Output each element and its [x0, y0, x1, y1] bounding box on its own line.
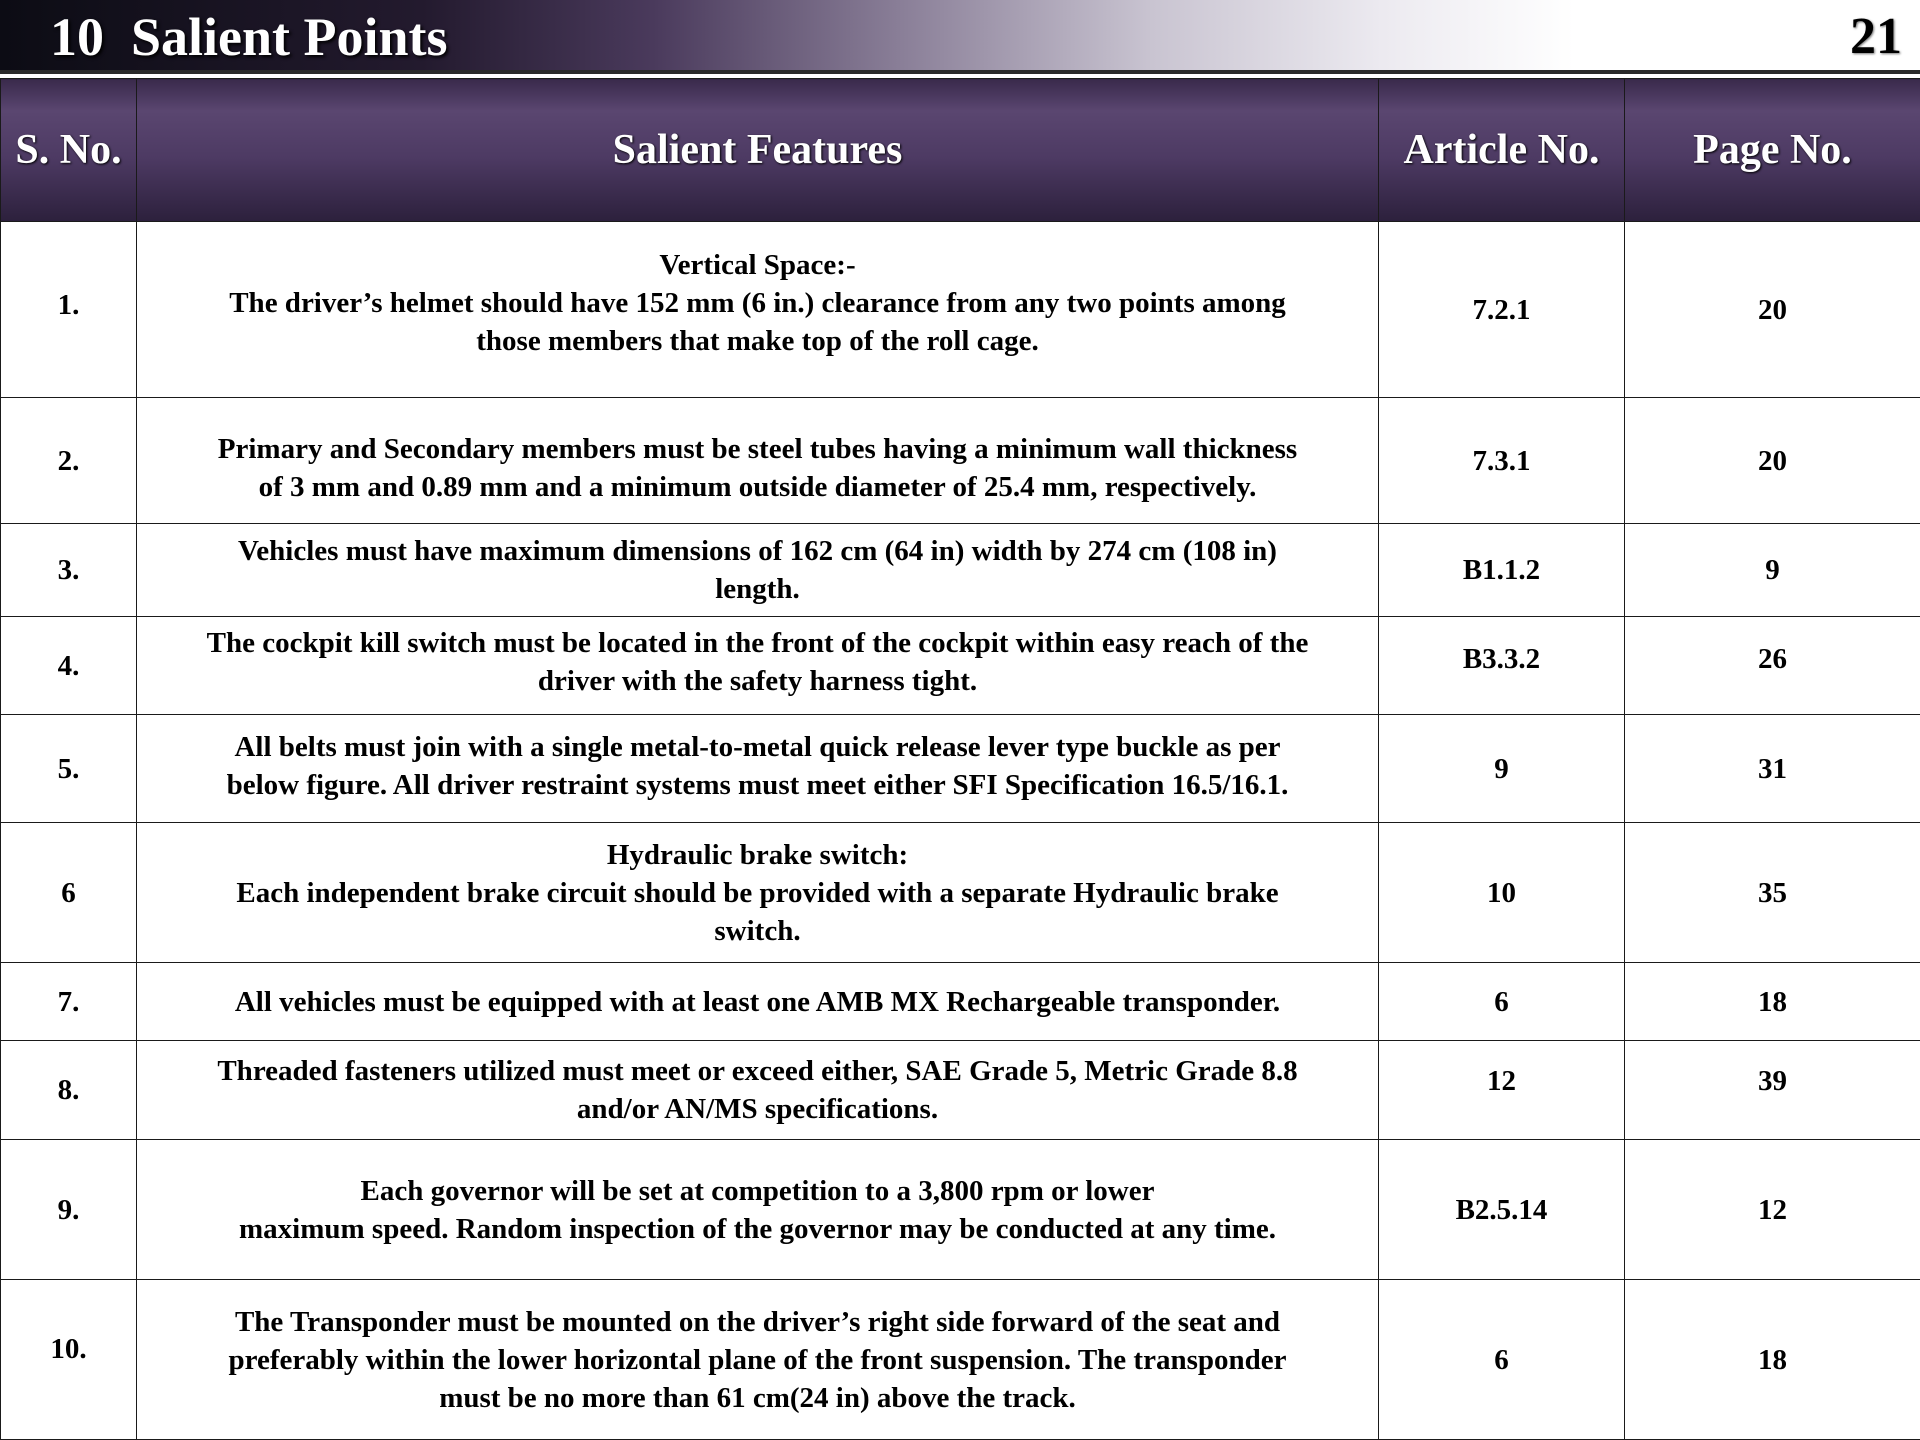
cell-sno: 4.	[1, 617, 137, 715]
cell-sno: 10.	[1, 1280, 137, 1440]
feature-line: Primary and Secondary members must be steel tubes having a minimum wall thickness	[217, 432, 1298, 465]
cell-article: 6	[1379, 1280, 1625, 1440]
column-header-page: Page No.	[1625, 79, 1920, 222]
feature-line: must be no more than 61 cm(24 in) above the track.	[439, 1381, 1076, 1414]
column-header-features: Salient Features	[137, 79, 1379, 222]
cell-sno: 7.	[1, 963, 137, 1041]
cell-sno: 1.	[1, 222, 137, 398]
slide-title: 10 Salient Points	[50, 7, 448, 67]
feature-line: and/or AN/MS specifications.	[576, 1093, 939, 1125]
table-row	[1, 1041, 1920, 1140]
cell-article: B2.5.14	[1379, 1140, 1625, 1280]
table-header-row	[1, 79, 1920, 222]
cell-sno: 3.	[1, 524, 137, 617]
cell-page: 18	[1625, 1280, 1920, 1440]
cell-article: B3.3.2	[1379, 617, 1625, 715]
feature-line: length.	[715, 573, 800, 605]
feature-line: Threaded fasteners utilized must meet or exceed either, SAE Grade 5, Metric Grade 8.8	[217, 1055, 1298, 1087]
feature-line: Each independent brake circuit should be provided with a separate Hydraulic brake	[236, 876, 1279, 909]
feature-line: maximum speed. Random inspection of the governor may be conducted at any time.	[239, 1212, 1276, 1245]
cell-feature	[137, 963, 1379, 1041]
table-row	[1, 963, 1920, 1041]
cell-feature	[137, 617, 1379, 715]
feature-line: of 3 mm and 0.89 mm and a minimum outside diameter of 25.4 mm, respectively.	[258, 470, 1257, 503]
cell-article: 12	[1379, 1041, 1625, 1140]
cell-feature	[137, 715, 1379, 823]
feature-line: switch.	[714, 914, 801, 947]
cell-article: 7.2.1	[1379, 222, 1625, 398]
title-bar	[0, 0, 1920, 74]
feature-line: driver with the safety harness tight.	[537, 664, 978, 697]
cell-page: 20	[1625, 398, 1920, 524]
table-row	[1, 1140, 1920, 1280]
feature-line: All vehicles must be equipped with at least one AMB MX Rechargeable transponder.	[234, 985, 1281, 1018]
table-row	[1, 1280, 1920, 1440]
cell-feature	[137, 222, 1379, 398]
cell-page: 18	[1625, 963, 1920, 1041]
table-row	[1, 617, 1920, 715]
cell-page: 26	[1625, 617, 1920, 715]
cell-feature	[137, 524, 1379, 617]
feature-line: The cockpit kill switch must be located in the front of the cockpit within easy reach of the	[206, 626, 1309, 659]
cell-feature	[137, 1280, 1379, 1440]
cell-feature	[137, 1041, 1379, 1140]
cell-page: 39	[1625, 1041, 1920, 1140]
column-header-article: Article No.	[1379, 79, 1625, 222]
cell-feature	[137, 1140, 1379, 1280]
page-number: 21	[1850, 8, 1902, 65]
feature-line: Vehicles must have maximum dimensions of 162 cm (64 in) width by 274 cm (108 in)	[238, 535, 1277, 567]
cell-sno: 2.	[1, 398, 137, 524]
cell-page: 9	[1625, 524, 1920, 617]
cell-page: 20	[1625, 222, 1920, 398]
cell-sno: 6	[1, 823, 137, 963]
cell-feature	[137, 398, 1379, 524]
column-header-sno: S. No.	[1, 79, 137, 222]
feature-line: Hydraulic brake switch:	[606, 838, 909, 871]
table-header	[1, 79, 1920, 222]
table-row	[1, 715, 1920, 823]
salient-points-table	[0, 78, 1920, 1440]
table-row	[1, 524, 1920, 617]
table-row	[1, 222, 1920, 398]
cell-page: 12	[1625, 1140, 1920, 1280]
table-row	[1, 398, 1920, 524]
cell-page: 35	[1625, 823, 1920, 963]
feature-line: preferably within the lower horizontal plane of the front suspension. The transponder	[228, 1343, 1287, 1376]
feature-line: All belts must join with a single metal-to-metal quick release lever type buckle as per	[234, 730, 1281, 763]
cell-article: 6	[1379, 963, 1625, 1041]
feature-line: those members that make top of the roll cage.	[476, 324, 1039, 357]
cell-article: B1.1.2	[1379, 524, 1625, 617]
feature-line: The driver’s helmet should have 152 mm (6 in.) clearance from any two points among	[229, 286, 1286, 319]
cell-article: 7.3.1	[1379, 398, 1625, 524]
feature-line: Vertical Space:-	[659, 248, 856, 281]
cell-sno: 5.	[1, 715, 137, 823]
cell-sno: 8.	[1, 1041, 137, 1140]
table-body	[1, 222, 1920, 1440]
cell-feature	[137, 823, 1379, 963]
cell-article: 10	[1379, 823, 1625, 963]
cell-article: 9	[1379, 715, 1625, 823]
cell-sno: 9.	[1, 1140, 137, 1280]
table-row	[1, 823, 1920, 963]
cell-page: 31	[1625, 715, 1920, 823]
feature-line: Each governor will be set at competition to a 3,800 rpm or lower	[360, 1174, 1155, 1207]
feature-line: The Transponder must be mounted on the driver’s right side forward of the seat and	[234, 1305, 1281, 1338]
feature-line: below figure. All driver restraint systems must meet either SFI Specification 16.5/16.1.	[226, 768, 1289, 801]
